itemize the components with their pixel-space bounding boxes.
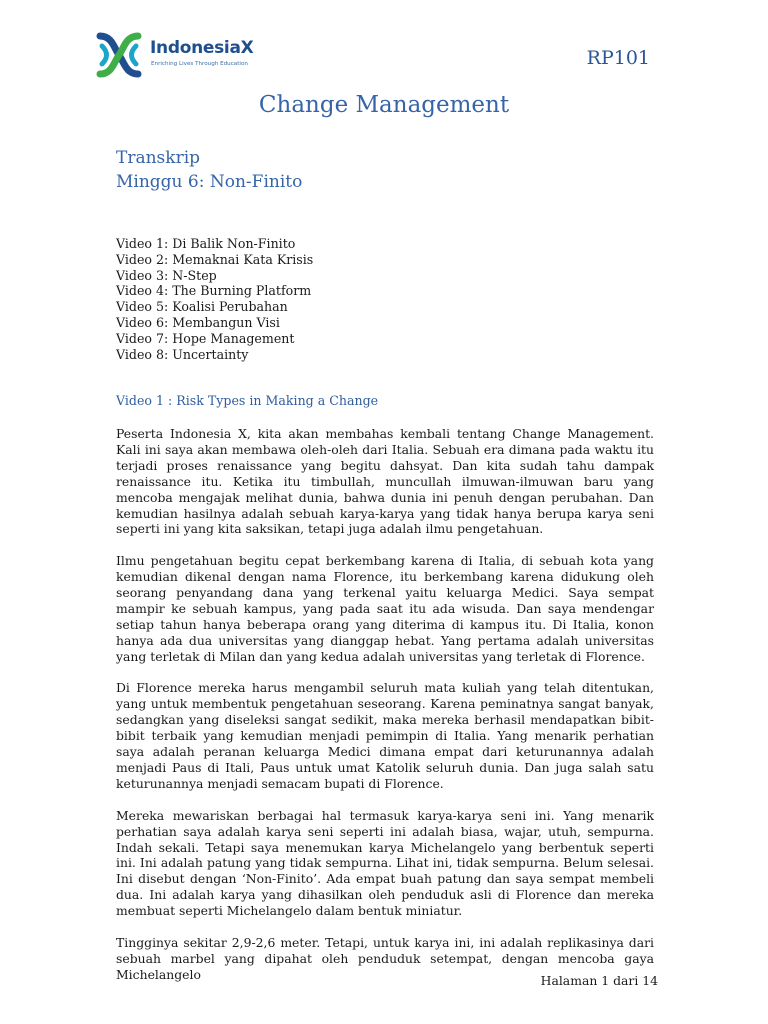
logo-name: IndonesiaX — [150, 38, 254, 58]
paragraph: Peserta Indonesia X, kita akan membahas kembali tentang Change Management. Kali ini saya akan membawa oleh-oleh dari Italia. Sebuah era dimana pada waktu itu terjadi proses renaissance yang begitu dahsyat. Dan kita sudah tahu dampak renaissance itu. Ketika itu timbullah, muncullah ilmuwan-ilmuwan baru yang mencoba mengajak melihat dunia, bahwa dunia ini penuh dengan perubahan. Dan kemudian hasilnya adalah sebuah karya-karya yang tidak hanya berupa karya seni seperti ini yang kita saksikan, tetapi juga adalah ilmu pengetahuan. — [116, 426, 654, 537]
page-header — [0, 0, 768, 90]
transcript-body — [116, 426, 654, 999]
paragraph: Ilmu pengetahuan begitu cepat berkembang karena di Italia, di sebuah kota yang kemudian dikenal dengan nama Florence, itu berkembang karena didukung oleh seorang penyandang dana yang terkenal yaitu keluarga Medici. Saya sempat mampir ke sebuah kampus, yang pada saat itu ada wisuda. Dan saya mendengar setiap tahun hanya beberapa orang yang diterima di kampus itu. Di Italia, konon hanya ada dua universitas yang dianggap hebat. Yang pertama adalah universitas yang terletak di Milan dan yang kedua adalah universitas yang terletak di Florence. — [116, 553, 654, 664]
document-title: Change Management — [258, 92, 510, 118]
indonesiax-logo — [94, 32, 264, 80]
page-number: Halaman 1 dari 14 — [540, 973, 658, 988]
video-list-item: Video 8: Uncertainty — [116, 346, 249, 362]
subtitle-transcript: Transkrip — [116, 148, 201, 168]
paragraph: Mereka mewariskan berbagai hal termasuk karya-karya seni ini. Yang menarik perhatian saya adalah karya seni seperti ini adalah biasa, wajar, utuh, sempurna. Indah sekali. Tetapi saya menemukan karya Michelangelo yang berbentuk seperti ini. Ini adalah patung yang tidak sempurna. Lihat ini, tidak sempurna. Belum selesai. Ini disebut dengan ‘Non-Finito’. Ada empat buah patung dan saya sempat membeli dua. Ini adalah karya yang dihasilkan oleh penduduk asli di Florence dan mereka membuat seperti Michelangelo dalam bentuk miniatur. — [116, 807, 654, 919]
course-code: RP101 — [586, 47, 650, 69]
section-heading: Video 1 : Risk Types in Making a Change — [116, 393, 379, 408]
video-list-item: Video 4: The Burning Platform — [116, 283, 312, 299]
video-list-item: Video 1: Di Balik Non-Finito — [116, 236, 296, 251]
indonesiax-logo-mark-icon — [94, 32, 144, 78]
subtitle-week: Minggu 6: Non-Finito — [116, 172, 303, 192]
video-list-item: Video 7: Hope Management — [116, 330, 295, 346]
subtitle-block — [116, 146, 302, 194]
logo-tagline: Enriching Lives Through Education — [151, 61, 248, 67]
paragraph: Tingginya sekitar 2,9-2,6 meter. Tetapi, untuk karya ini, ini adalah replikasinya dari sebuah marbel yang dipahat oleh penduduk setempat, dengan mencoba gaya Michelangelo — [116, 934, 654, 982]
video-list-item: Video 6: Membangun Visi — [116, 314, 280, 330]
video-list-item: Video 3: N-Step — [116, 267, 217, 283]
paragraph: Di Florence mereka harus mengambil seluruh mata kuliah yang telah ditentukan, yang untuk membentuk pengetahuan seseorang. Karena peminatnya sangat banyak, sedangkan yang diseleksi sangat sedikit, maka mereka berhasil mendapatkan bibit-bibit terbaik yang kemudian menjadi pemimpin di Italia. Yang menarik perhatian saya adalah peranan keluarga Medici dimana empat dari keturunannya adalah menjadi Paus di Itali, Paus untuk umat Katolik seluruh dunia. Dan juga salah satu keturunannya menjadi semacam bupati di Florence. — [116, 680, 654, 791]
video-list — [116, 236, 313, 362]
video-list-item: Video 5: Koalisi Perubahan — [116, 299, 288, 315]
video-list-item: Video 2: Memaknai Kata Krisis — [116, 251, 314, 267]
